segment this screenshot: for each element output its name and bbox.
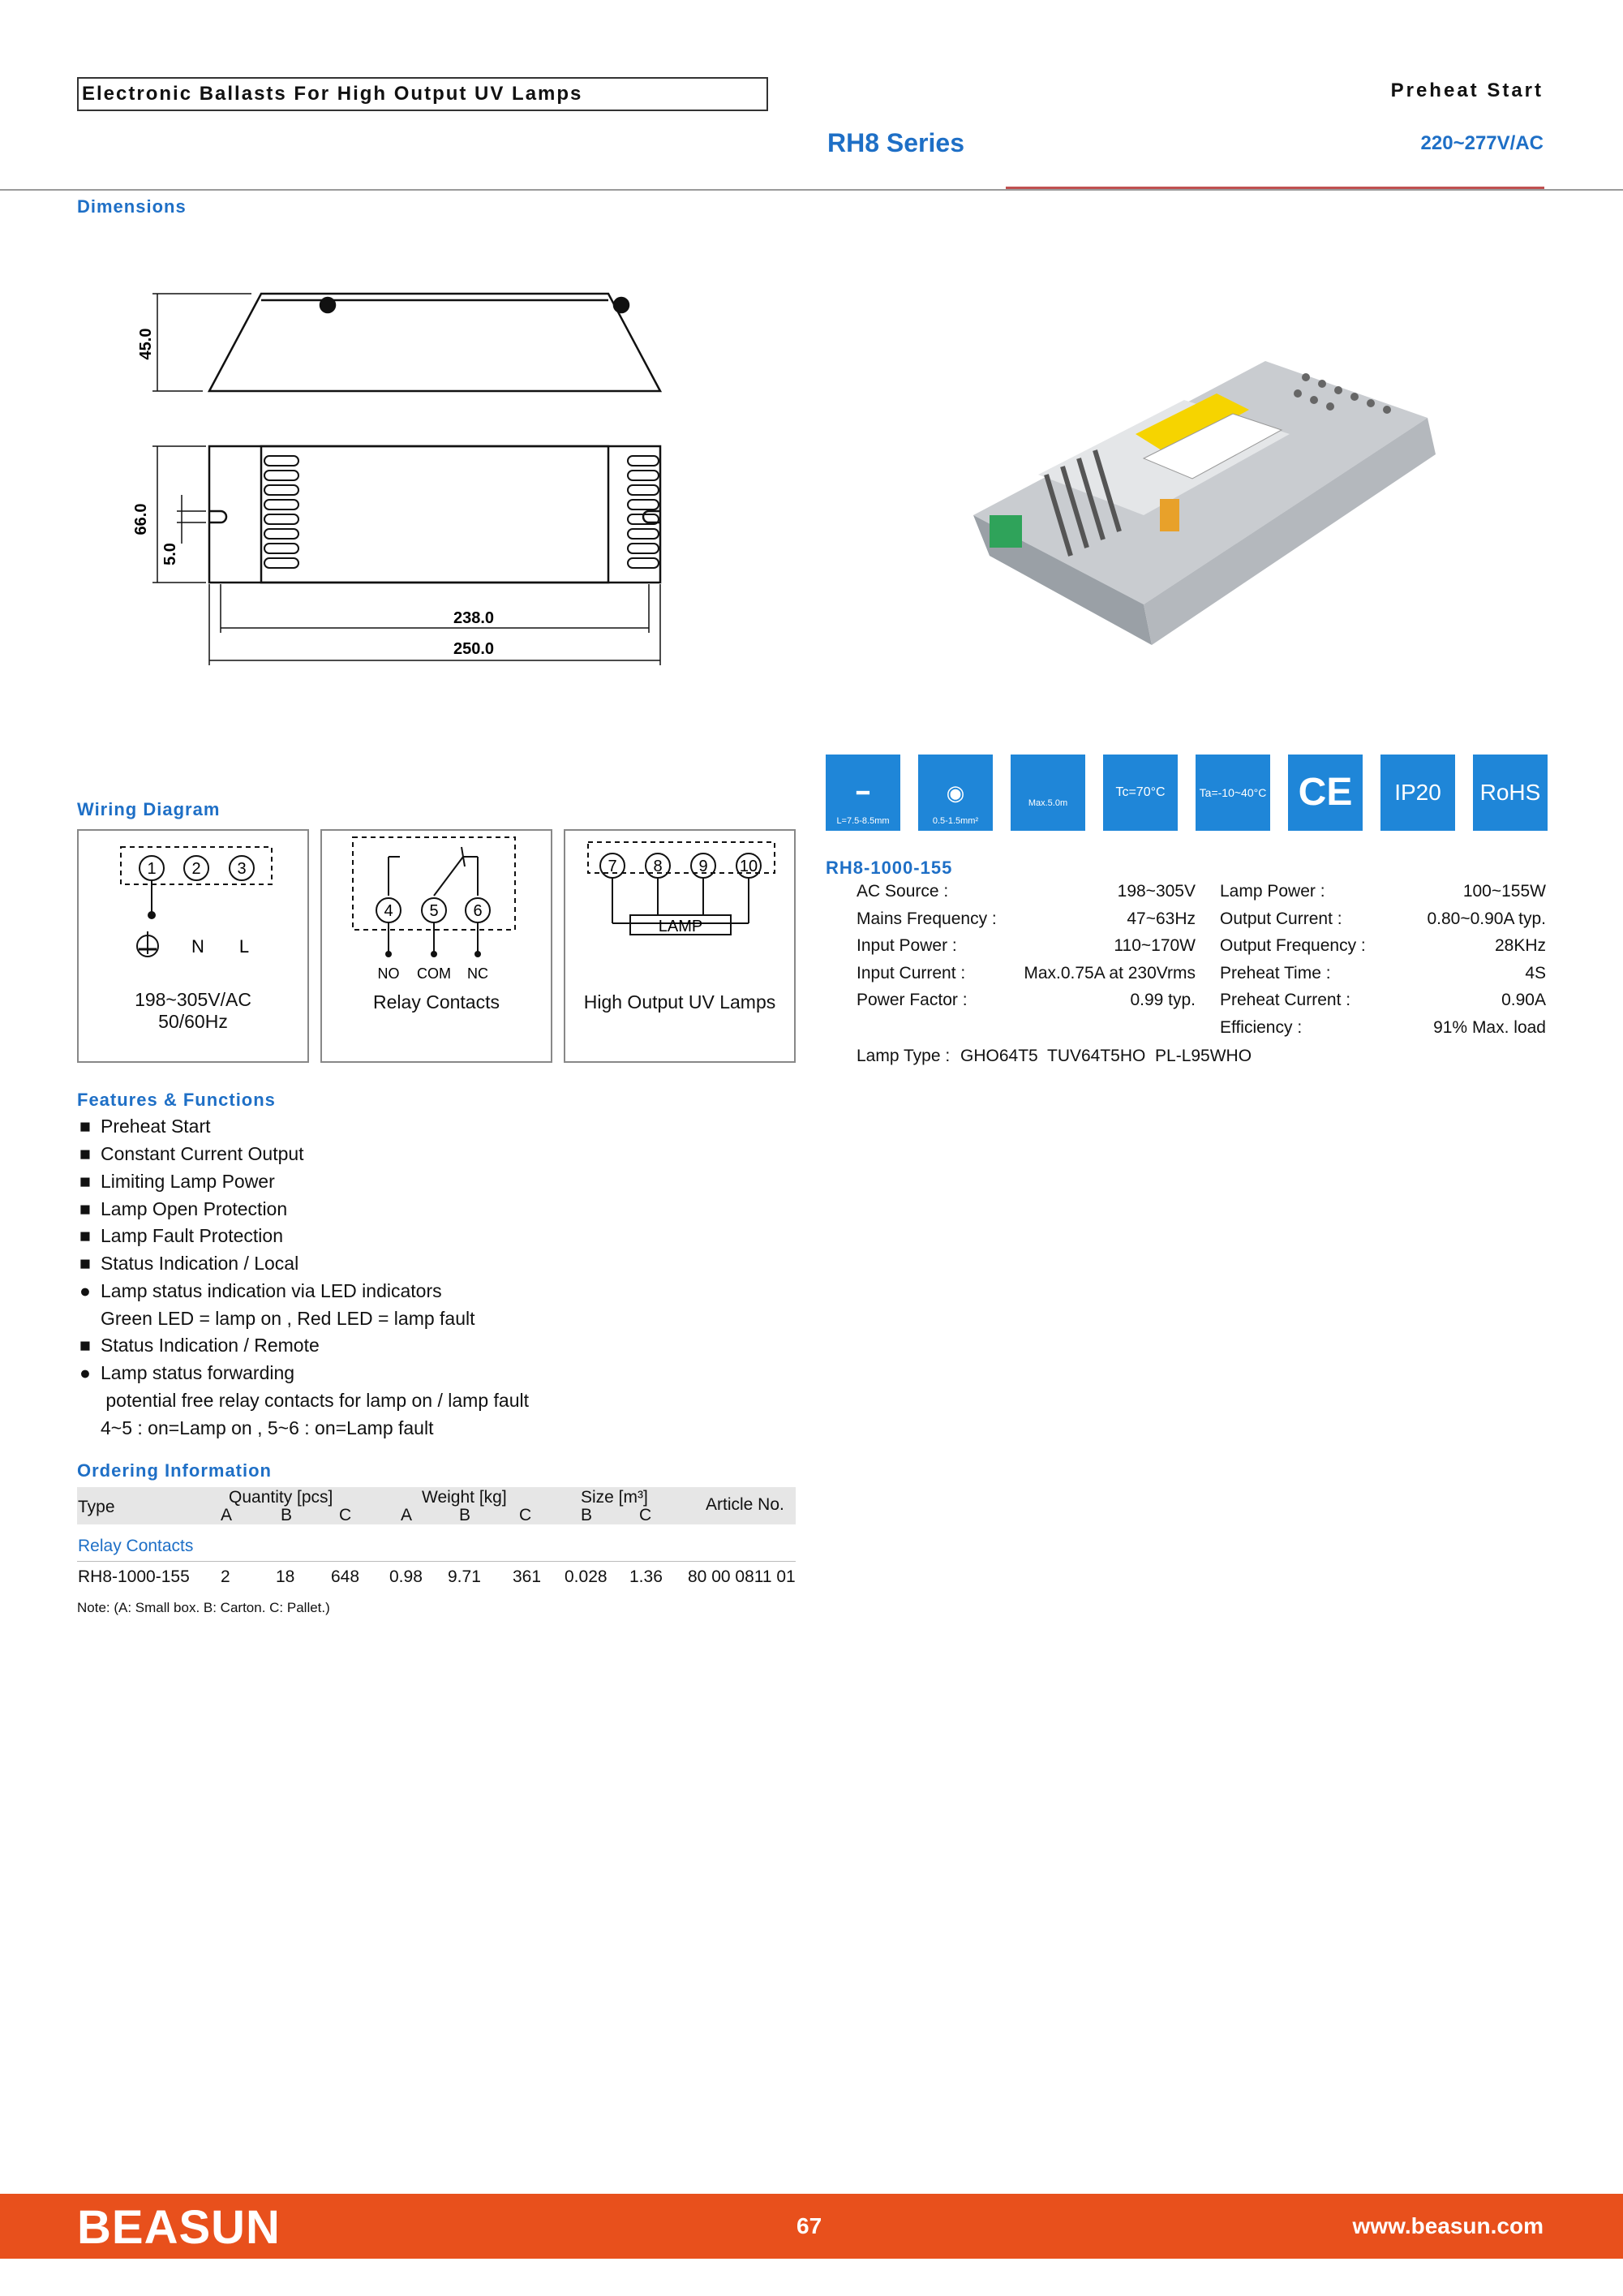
lamp-output-box [564,829,796,1063]
col-c: C [639,1506,652,1524]
feature-item: ■ Lamp Fault Protection [79,1225,284,1246]
pin-1: 1 [147,860,157,878]
cell-size-c: 1.36 [629,1567,663,1586]
spec-label: Input Current : [857,964,966,982]
spec-value: 0.80~0.90A typ. [1427,909,1546,928]
spec-value: 28KHz [1494,936,1546,955]
col-type: Type [78,1498,115,1516]
start-type: Preheat Start [1390,80,1544,101]
col-size: Size [m³] [581,1488,648,1507]
ip20-icon: IP20 [1380,755,1455,831]
spec-value: 110~170W [1114,936,1196,955]
lamp-type-label: Lamp Type : [857,1047,951,1065]
pin-6: 6 [473,902,483,920]
feature-item: ■ Limiting Lamp Power [79,1171,275,1192]
slot-dimension: 5.0 [161,543,179,565]
col-c: C [519,1506,532,1524]
height-dimension: 45.0 [137,328,155,360]
relay-caption: Relay Contacts [373,991,500,1013]
col-c: C [339,1506,352,1524]
pin-2: 2 [191,860,201,878]
feature-item: ■ Constant Current Output [79,1143,304,1164]
row-divider [77,1561,796,1562]
lamp-caption: High Output UV Lamps [583,991,776,1013]
cable-length-icon: Max.5.0m [1011,755,1085,831]
document-title: Electronic Ballasts For High Output UV Lamps [77,77,768,111]
page-number: 67 [796,2213,822,2238]
rohs-icon: RoHS [1473,755,1548,831]
cell-qty-a: 2 [221,1567,230,1586]
dimension-drawing [122,276,754,681]
cell-article: 80 00 0811 01 [688,1567,796,1586]
pin-7: 7 [608,858,617,875]
input-frequency: 50/60Hz [158,1011,228,1032]
spec-label: Preheat Time : [1220,964,1331,982]
series-title: RH8 Series [827,128,964,157]
col-article: Article No. [706,1495,784,1514]
cell-qty-b: 18 [276,1567,295,1586]
wiring-heading: Wiring Diagram [77,799,221,819]
col-weight: Weight [kg] [422,1488,507,1507]
wire-strip-icon: L=7.5-8.5mm ━ [826,755,900,831]
pin-8: 8 [653,858,663,875]
neutral-label: N [191,936,204,957]
pin-9: 9 [698,858,708,875]
lamp-label: LAMP [658,918,703,935]
spec-value: 47~63Hz [1127,909,1196,928]
spec-label: Input Power : [857,936,957,955]
col-a: A [221,1506,233,1524]
cell-wt-b: 9.71 [448,1567,481,1586]
ordering-note: Note: (A: Small box. B: Carton. C: Pallet.) [77,1600,330,1615]
feature-item: ■ Status Indication / Local [79,1253,299,1274]
feature-item: ■ Preheat Start [79,1116,211,1137]
pin-10: 10 [739,858,758,875]
col-a: A [401,1506,413,1524]
spec-value: Max.0.75A at 230Vrms [1024,964,1196,982]
spec-label: Output Current : [1220,909,1342,928]
outer-length-dimension: 250.0 [453,640,495,658]
spec-value: 100~155W [1462,882,1546,901]
spec-value: 4S [1525,964,1546,982]
cell-qty-c: 648 [331,1567,360,1586]
col-quantity: Quantity [pcs] [229,1488,333,1507]
features-heading: Features & Functions [77,1090,276,1110]
spec-label: Lamp Power : [1220,882,1325,901]
spec-value: 91% Max. load [1433,1018,1546,1037]
wire-gauge-icon: 0.5-1.5mm² ◉ [918,755,993,831]
cell-type: RH8-1000-155 [78,1567,190,1586]
brand-logo: BEASUN [77,2201,281,2254]
spec-value: 0.90A [1501,991,1546,1009]
col-b: B [581,1506,593,1524]
pin-4: 4 [384,902,393,920]
pin-5: 5 [429,902,439,920]
spec-label: Output Frequency : [1220,936,1366,955]
spec-label: Efficiency : [1220,1018,1303,1037]
cell-size-b: 0.028 [565,1567,608,1586]
tc-temp-icon: Tc=70°C [1103,755,1178,831]
nc-label: NC [467,965,488,982]
ordering-heading: Ordering Information [77,1460,272,1481]
spec-value: 0.99 typ. [1130,991,1196,1009]
no-label: NO [377,965,400,982]
feature-item: potential free relay contacts for lamp on / lamp fault [101,1390,529,1411]
feature-item: ● Lamp status forwarding [79,1362,295,1383]
lamp-type-values: GHO64T5 TUV64T5HO PL-L95WHO [960,1047,1252,1065]
header-divider [0,189,1623,191]
feature-item: ■ Lamp Open Protection [79,1198,288,1219]
cell-wt-a: 0.98 [389,1567,423,1586]
spec-label: Preheat Current : [1220,991,1351,1009]
voltage-rating: 220~277V/AC [1420,132,1544,154]
feature-item: ● Lamp status indication via LED indicators [79,1280,442,1301]
width-dimension: 66.0 [132,503,150,535]
header-accent-line [1006,187,1544,189]
power-input-box [77,829,309,1063]
inner-length-dimension: 238.0 [453,609,495,627]
input-voltage: 198~305V/AC [135,989,251,1010]
website-link[interactable]: www.beasun.com [1352,2213,1544,2238]
col-b: B [281,1506,293,1524]
cell-wt-c: 361 [513,1567,542,1586]
ce-mark-icon: CE [1288,755,1363,831]
spec-value: 198~305V [1117,882,1196,901]
pin-3: 3 [237,860,247,878]
product-photo [941,312,1444,653]
group-label: Relay Contacts [78,1537,194,1555]
relay-contacts-box [320,829,552,1063]
com-label: COM [417,965,451,982]
feature-item: ■ Status Indication / Remote [79,1335,320,1356]
feature-item: Green LED = lamp on , Red LED = lamp fault [101,1308,475,1329]
ta-temp-icon: Ta=-10~40°C [1196,755,1270,831]
dimensions-heading: Dimensions [77,196,187,217]
model-heading: RH8-1000-155 [826,858,953,878]
side-view-outline [209,294,660,391]
spec-label: Mains Frequency : [857,909,997,928]
feature-item: 4~5 : on=Lamp on , 5~6 : on=Lamp fault [101,1417,434,1438]
spec-label: AC Source : [857,882,949,901]
line-label: L [238,936,250,957]
spec-label: Power Factor : [857,991,968,1009]
col-b: B [459,1506,471,1524]
